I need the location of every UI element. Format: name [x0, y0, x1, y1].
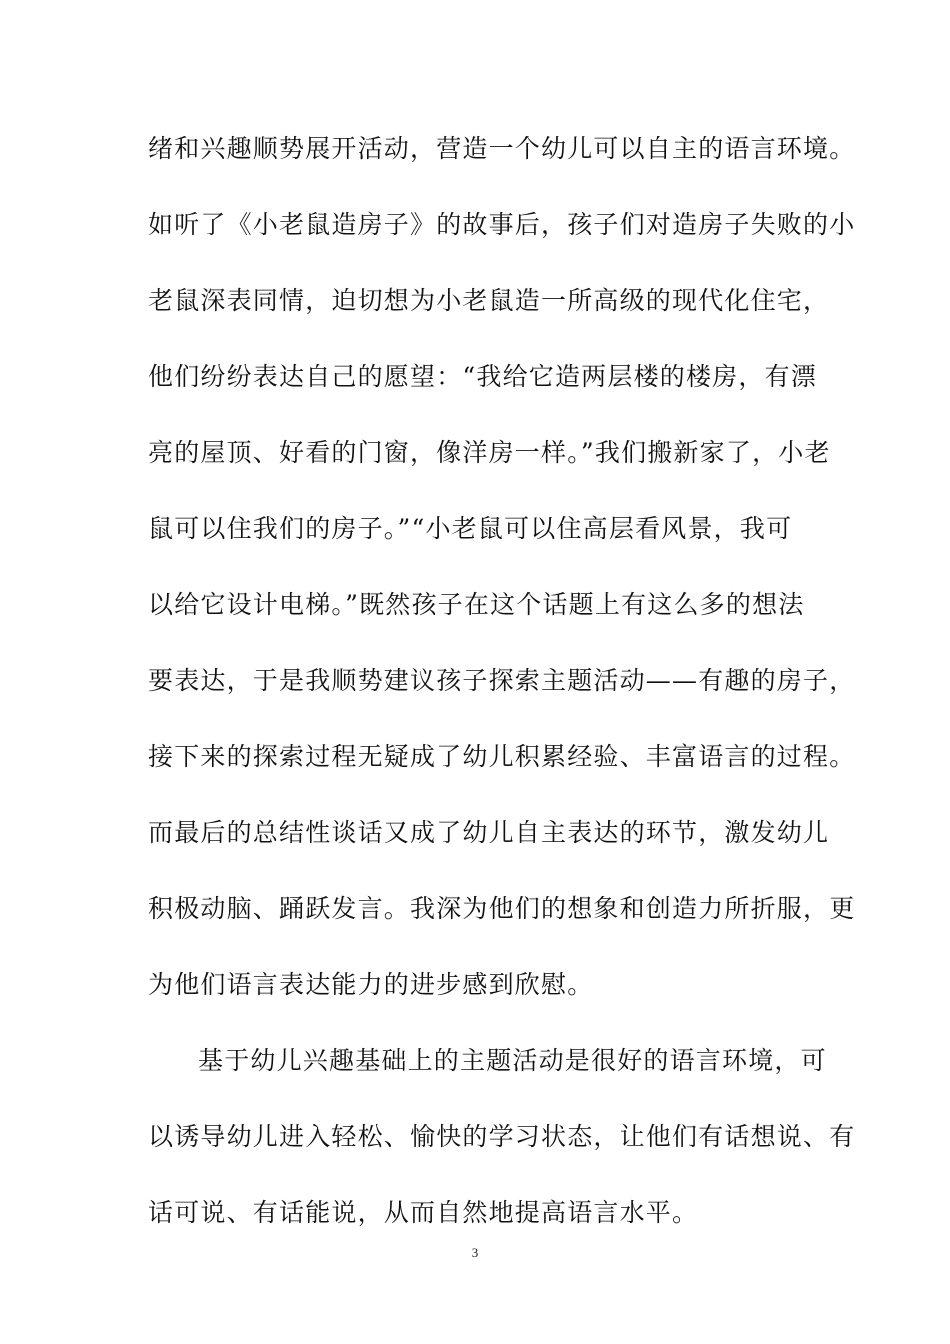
- text-line: 为他们语言表达能力的进步感到欣慰。: [148, 970, 594, 999]
- paragraph-first-line: 基于幼儿兴趣基础上的主题活动是很好的语言环境，可: [198, 1046, 827, 1075]
- text-line: 而最后的总结性谈话又成了幼儿自主表达的环节，激发幼儿: [148, 818, 830, 847]
- text-line: 鼠可以住我们的房子。”“小老鼠可以住高层看风景，我可: [148, 514, 793, 543]
- text-line: 积极动脑、踊跃发言。我深为他们的想象和创造力所折服，更: [148, 894, 856, 923]
- text-line: 如听了《小老鼠造房子》的故事后，孩子们对造房子失败的小: [148, 210, 856, 239]
- text-line: 他们纷纷表达自己的愿望：“我给它造两层楼的楼房，有漂: [148, 362, 817, 391]
- text-line: 要表达，于是我顺势建议孩子探索主题活动——有趣的房子，: [148, 666, 856, 695]
- text-line: 亮的屋顶、好看的门窗，像洋房一样。”我们搬新家了，小老: [148, 438, 831, 467]
- text-line: 接下来的探索过程无疑成了幼儿积累经验、丰富语言的过程。: [148, 742, 856, 771]
- text-line: 老鼠深表同情，迫切想为小老鼠造一所高级的现代化住宅，: [148, 286, 830, 315]
- text-line: 以诱导幼儿进入轻松、愉快的学习状态，让他们有话想说、有: [148, 1122, 856, 1151]
- text-line: 话可说、有话能说，从而自然地提高语言水平。: [148, 1198, 699, 1227]
- text-line: 以给它设计电梯。”既然孩子在这个话题上有这么多的想法: [148, 590, 805, 619]
- text-line: 绪和兴趣顺势展开活动，营造一个幼儿可以自主的语言环境。: [148, 134, 856, 163]
- page-number: 3: [471, 1245, 479, 1260]
